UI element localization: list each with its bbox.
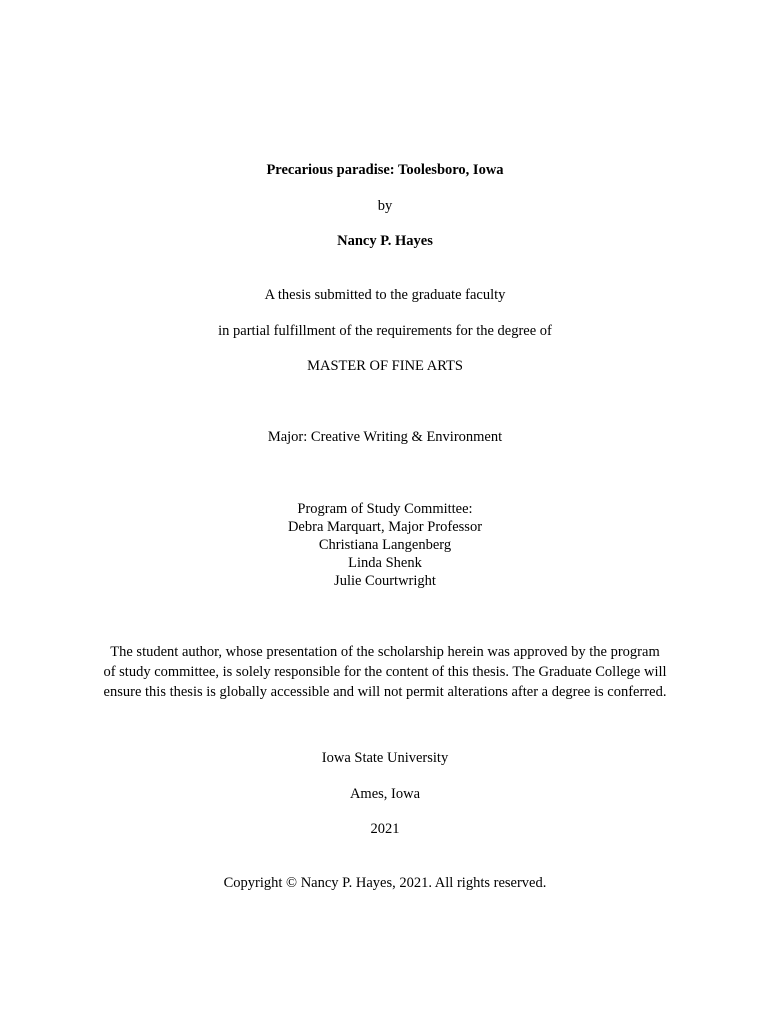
committee-member: Christiana Langenberg [318,537,452,553]
degree-year: 2021 [370,821,400,837]
thesis-title: Precarious paradise: Toolesboro, Iowa [266,162,504,178]
university-name: Iowa State University [321,750,449,766]
committee-member: Debra Marquart, Major Professor [287,519,483,535]
author-statement [60,642,710,702]
committee-block [0,500,770,590]
author-name: Nancy P. Hayes [337,233,433,249]
committee-heading: Program of Study Committee: [297,501,473,517]
copyright-notice: Copyright © Nancy P. Hayes, 2021. All rights reserved. [223,875,547,891]
statement-line: ensure this thesis is globally accessible and will not permit alterations after a degree is conferred. [103,684,667,700]
university-location: Ames, Iowa [349,786,421,802]
statement-line: The student author, whose presentation of the scholarship herein was approved by the program [110,644,660,660]
committee-member: Linda Shenk [348,555,422,571]
by-label: by [377,198,393,214]
submission-line-1: A thesis submitted to the graduate faculty [264,287,506,303]
statement-line: of study committee, is solely responsible for the content of this thesis. The Graduate College will [103,664,667,680]
degree-name: MASTER OF FINE ARTS [307,358,463,374]
committee-member: Julie Courtwright [334,573,436,589]
major: Major: Creative Writing & Environment [267,429,503,445]
submission-line-2: in partial fulfillment of the requirements for the degree of [218,323,552,339]
